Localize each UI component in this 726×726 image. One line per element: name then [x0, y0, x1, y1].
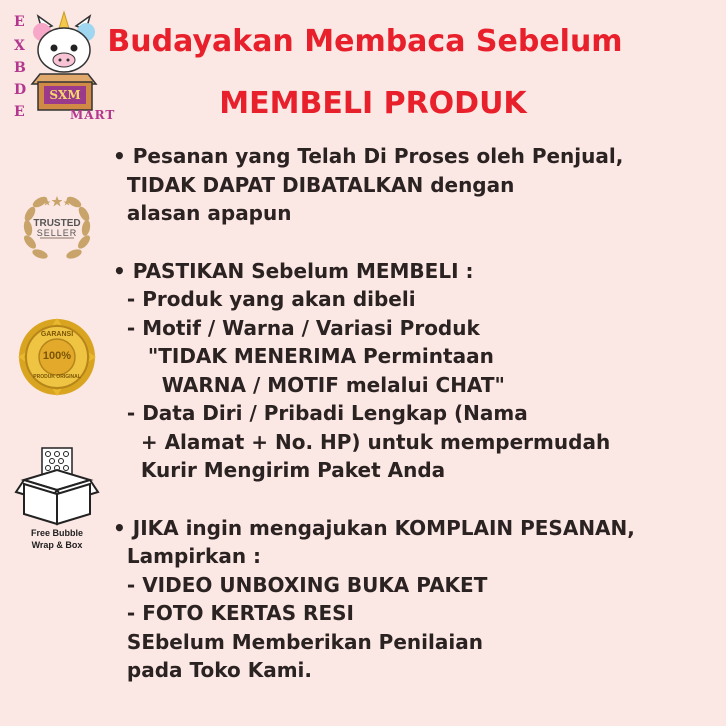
page-title: Budayakan Membaca Sebelum — [107, 24, 623, 59]
logo-mart-label: MART — [70, 108, 116, 122]
logo-letter: E — [14, 14, 25, 30]
trusted-seller-badge — [16, 188, 98, 270]
notice-line: SEbelum Memberikan Penilaian — [113, 629, 483, 654]
trusted-label: TRUSTED — [33, 218, 81, 229]
spacer — [113, 228, 713, 257]
notice-line: - VIDEO UNBOXING BUKA PAKET — [113, 572, 488, 597]
guarantee-percent: 100% — [42, 350, 72, 362]
notice-line: pada Toko Kami. — [113, 658, 312, 682]
logo-box-label: SXM — [49, 88, 81, 102]
notice-line: - Produk yang akan dibeli — [113, 287, 416, 311]
notice-line: • PASTIKAN Sebelum MEMBELI : — [113, 258, 474, 283]
guarantee-bottom-label: PRODUK ORIGINAL — [33, 374, 81, 380]
notice-line: Lampirkan : — [113, 544, 262, 568]
notice-line: WARNA / MOTIF melalui CHAT" — [113, 372, 505, 397]
logo-letter: B — [14, 60, 26, 76]
notice-line: TIDAK DAPAT DIBATALKAN dengan — [113, 172, 515, 197]
bubble-caption-line1: Free Bubble — [30, 528, 83, 538]
notice-line: • Pesanan yang Telah Di Proses oleh Penjual, — [113, 144, 624, 168]
notice-line: alasan apapun — [113, 201, 292, 225]
logo-letter: X — [14, 38, 25, 54]
notice-line: • JIKA ingin mengajukan KOMPLAIN PESANAN, — [113, 515, 635, 540]
free-bubble-wrap-badge — [14, 446, 100, 556]
notice-line: Kurir Mengirim Paket Anda — [113, 458, 446, 482]
guarantee-top-label: GARANSI — [40, 331, 74, 338]
notice-text — [113, 142, 713, 685]
logo-letter: D — [14, 82, 27, 98]
notice-line: - FOTO KERTAS RESI — [113, 601, 354, 625]
box-icon — [14, 446, 100, 526]
guarantee-badge — [16, 316, 98, 398]
notice-line: - Motif / Warna / Variasi Produk — [113, 315, 480, 340]
logo-letter: E — [14, 104, 25, 120]
page-subtitle: MEMBELI PRODUK — [219, 86, 527, 121]
notice-line: - Data Diri / Pribadi Lengkap (Nama — [113, 401, 528, 425]
notice-line: "TIDAK MENERIMA Permintaan — [113, 344, 494, 368]
seller-label: SELLER — [36, 228, 78, 238]
notice-line: + Alamat + No. HP) untuk mempermudah — [113, 429, 611, 454]
spacer — [113, 485, 713, 514]
bubble-caption-line2: Wrap & Box — [31, 540, 83, 550]
